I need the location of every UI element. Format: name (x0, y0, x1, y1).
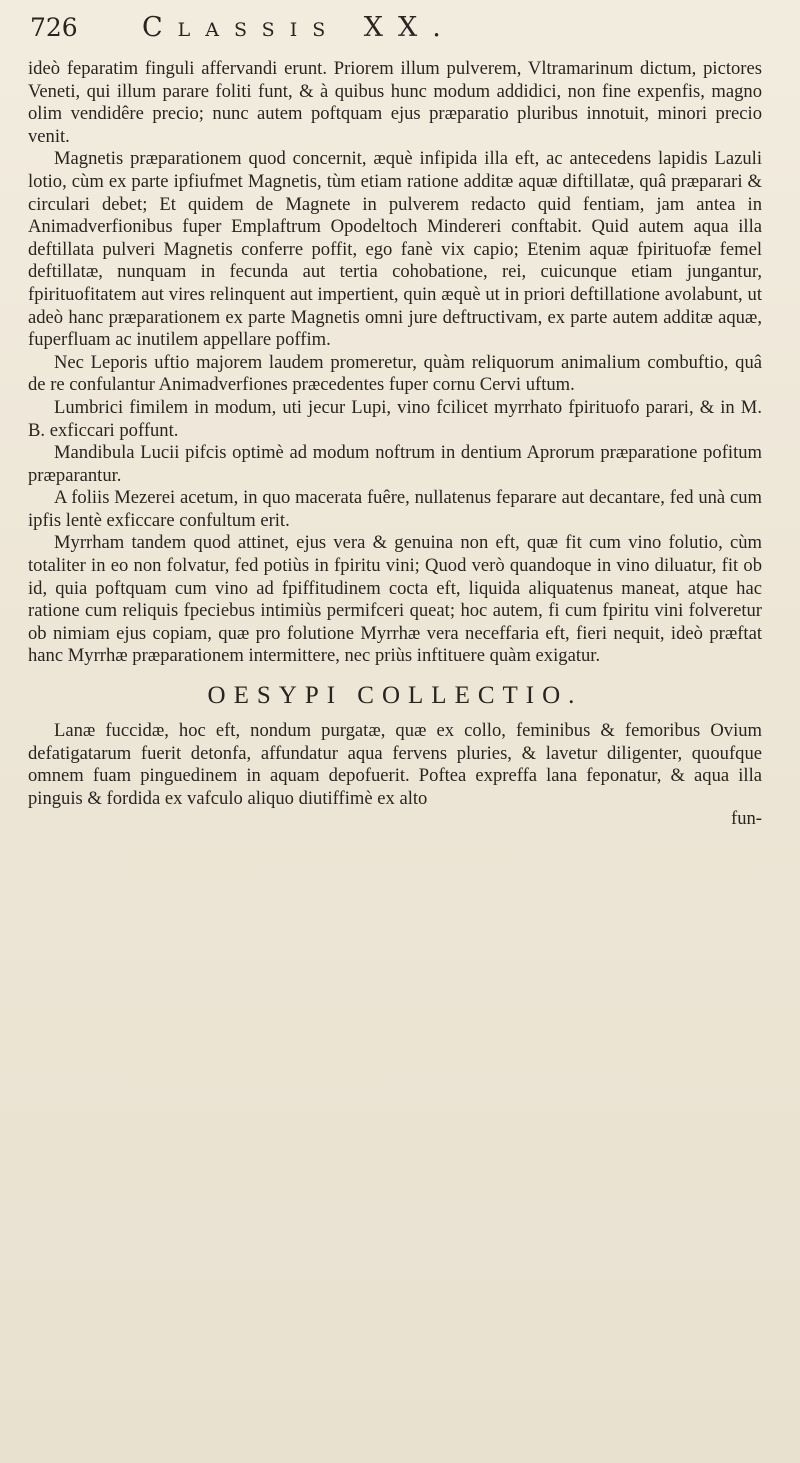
paragraph-pigments: ideò feparatim finguli affervandi erunt. Priorem illum pulverem, Vltramarinum dictum, pictores Veneti, qui illum parare foliti funt, & à quibus hunc modum addidici, non fine expenfis, magno olim vendidêre precio; nunc autem poftquam ejus præparatio pluribus innotuit, minori precio venit. (28, 58, 762, 147)
page-number: 726 (30, 13, 78, 42)
catchword: fun- (731, 808, 762, 830)
paragraph-mandibula: Mandibula Lucii pifcis optimè ad modum noftrum in dentium Aprorum præparatione pofitum præparantur. (28, 442, 762, 486)
section-body (28, 720, 762, 810)
paragraph-magnetis: Magnetis præparationem quod concernit, æquè infipida illa eft, ac antecedens lapidis Lazuli lotio, cùm ex parte ipfiufmet Magnetis, tùm etiam ratione additæ aquæ diftillatæ, quâ præparari & circulari debet; Et quidem de Magnete in pulverem redacto quid fentiam, jam antea in Animadverfionibus fuper Emplaftrum Opodeltoch Mindereri conftabit. Quid autem aqua illa deftillata pulveri Magnetis conferre poffit, ego fanè vix capio; Etenim aquæ fpirituofæ femel deftillatæ, nunquam in fecunda aut tertia cohobatione, rei, cuicunque etiam jungantur, fpirituofitatem aut vires relinquent aut impertient, quin æquè ut in priori deftillatione avolabunt, ut adeò hanc præparationem ex parte Magnetis omni jure deftructivam, ex parte autem additæ aquæ, fuperfluam ac inutilem appellare poffim. (28, 148, 762, 351)
section-title: OESYPI COLLECTIO. (207, 682, 583, 710)
paragraph-mezerei: A foliis Mezerei acetum, in quo macerata fuêre, nullatenus feparare aut decantare, fed unà cum ipfis lentè exficcare confultum erit. (28, 487, 762, 531)
running-head: Classis XX. (142, 12, 456, 43)
paragraph-oesypi: Lanæ fuccidæ, hoc eft, nondum purgatæ, quæ ex collo, feminibus & femoribus Ovium defatigatarum fuerit detonfa, affundatur aqua fervens pluries, & lavetur diligenter, quoufque omnem fuam pinguedinem in aquam depofuerit. Poftea expreffa lana feponatur, & aqua illa pinguis & fordida ex vafculo aliquo diutiffimè ex alto (28, 720, 762, 809)
paragraph-myrrha: Myrrham tandem quod attinet, ejus vera & genuina non eft, quæ fit cum vino folutio, cùm totaliter in eo non folvatur, fed potiùs in fpiritu vini; Quod verò quandoque in vino diluatur, fit ob id, quia poftquam cum vino ad fpiffitudinem cocta eft, liquida aliquatenus maneat, atque hac ratione cum reliquis fpeciebus intimiùs permifceri queat; hoc autem, fi cum fpiritu vini folveretur ob nimiam ejus copiam, quæ pro folutione Myrrhæ vera neceffaria eft, fieri nequit, ideò præftat hanc Myrrhæ præparationem intermittere, nec priùs inftituere quàm exigatur. (28, 532, 762, 667)
page-header (28, 12, 762, 56)
paragraph-leporis: Nec Leporis uftio majorem laudem promeretur, quàm reliquorum animalium combuftio, quâ de re confulantur Animadverfiones præcedentes fuper cornu Cervi uftum. (28, 351, 762, 396)
paragraph-lumbrici: Lumbrici fimilem in modum, uti jecur Lupi, vino fcilicet myrrhato fpirituofo parari, & in M. B. exficcari poffunt. (28, 396, 762, 441)
body-text (28, 58, 762, 668)
